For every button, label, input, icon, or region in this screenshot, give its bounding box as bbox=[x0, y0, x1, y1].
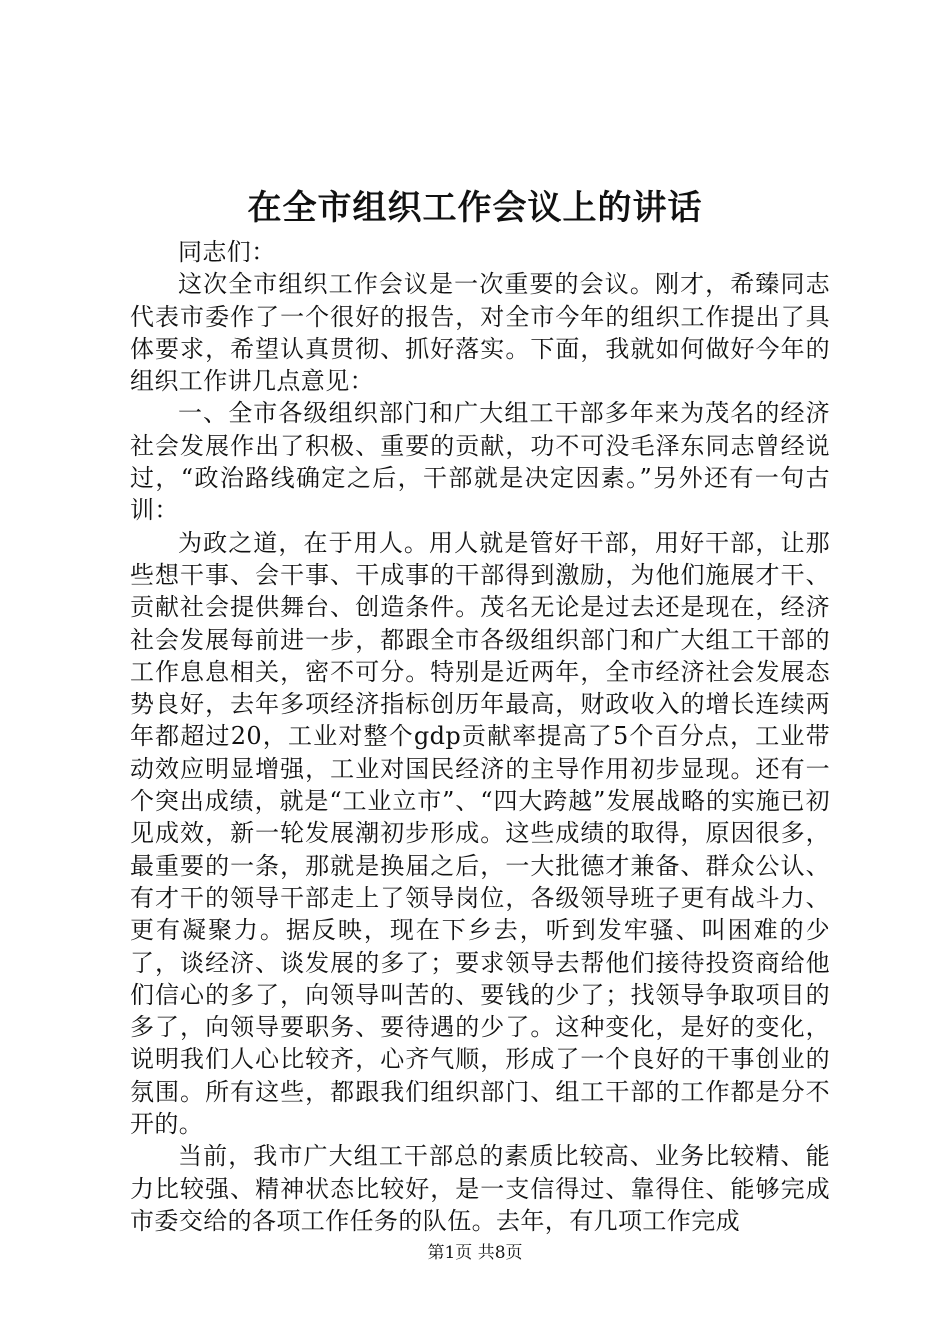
paragraph-current-status: 当前，我市广大组工干部总的素质比较高、业务比较精、能力比较强、精神状态比较好，是一支信得过、靠得住、能够完成市委交给的各项工作任务的队伍。去年，有几项工作完成 bbox=[130, 1142, 830, 1235]
paragraph-point-one: 一、全市各级组织部门和广大组工干部多年来为茂名的经济社会发展作出了积极、重要的贡献，功不可没毛泽东同志曾经说过，“政治路线确定之后，干部就是决定因素。”另外还有一句古训： bbox=[130, 399, 830, 525]
paragraph-governance: 为政之道，在于用人。用人就是管好干部，用好干部，让那些想干事、会干事、干成事的干部得到激励，为他们施展才干、贡献社会提供舞台、创造条件。茂名无论是过去还是现在，经济社会发展每前进一步，都跟全市各级组织部门和广大组工干部的工作息息相关，密不可分。特别是近两年，全市经济社会发展态势良好，去年多项经济指标创历年最高，财政收入的增长连续两年都超过20，工业对整个gdp贡献率提高了5个百分点，工业带动效应明显增强，工业对国民经济的主导作用初步显现。还有一个突出成绩，就是“工业立市”、“四大跨越”发展战略的实施已初见成效，新一轮发展潮初步形成。这些成绩的取得，原因很多，最重要的一条，那就是换届之后，一大批德才兼备、群众公认、有才干的领导干部走上了领导岗位，各级领导班子更有战斗力、更有凝聚力。据反映，现在下乡去，听到发牢骚、叫困难的少了，谈经济、谈发展的多了；要求领导去帮他们接待投资商给他们信心的多了，向领导叫苦的、要钱的少了；找领导争取项目的多了，向领导要职务、要待遇的少了。这种变化，是好的变化，说明我们人心比较齐，心齐气顺，形成了一个良好的干事创业的氛围。所有这些，都跟我们组织部门、组工干部的工作都是分不开的。 bbox=[130, 528, 830, 1139]
document-body bbox=[130, 236, 830, 1237]
paragraph-salutation: 同志们： bbox=[178, 238, 276, 266]
page-number-footer: 第1页 共8页 bbox=[427, 1243, 523, 1263]
document-title: 在全市组织工作会议上的讲话 bbox=[247, 188, 703, 228]
paragraph-opening: 这次全市组织工作会议是一次重要的会议。刚才，希臻同志代表市委作了一个很好的报告，对全市今年的组织工作提出了具体要求，希望认真贯彻、抓好落实。下面，我就如何做好今年的组织工作讲几点意见： bbox=[130, 270, 830, 396]
